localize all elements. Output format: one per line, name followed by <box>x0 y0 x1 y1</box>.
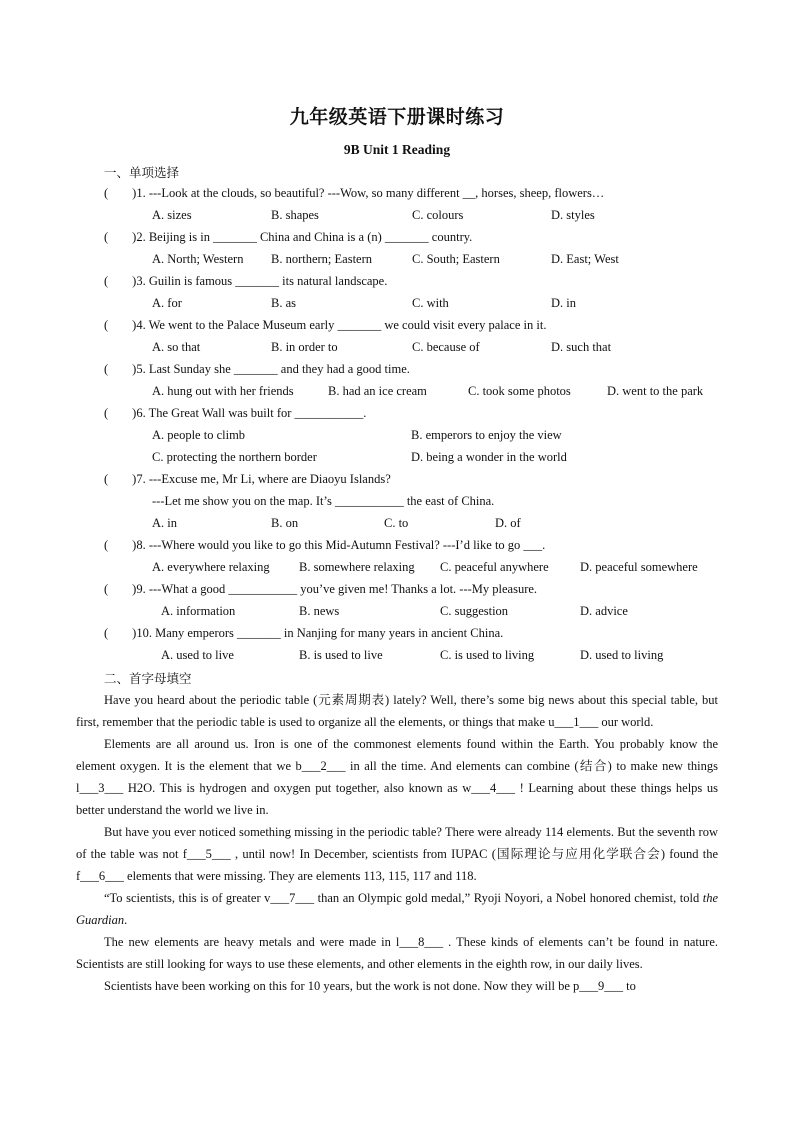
q9-option-c: C. suggestion <box>440 604 509 618</box>
q4-option-d: D. such that <box>551 340 612 354</box>
paragraph-5: The new elements are heavy metals and were made in l___8___ . These kinds of elements can’t be found in nature. Scientists are still looking for ways to use these elements, and other elements in the eighth row, in our daily lives. <box>76 935 718 971</box>
q8-option-d: D. peaceful somewhere <box>580 560 698 574</box>
paragraph-1: Have you heard about the periodic table (元素周期表) lately? Well, there’s some big news about this special table, but first, remember that the periodic table is used to organize all the elements, or things that make u___1___ our world. <box>76 693 718 729</box>
question-7: ( )7. ---Excuse me, Mr Li, where are Diaoyu Islands? <box>104 472 391 486</box>
paragraph-3: But have you ever noticed something missing in the periodic table? There were already 114 elements. But the seventh row of the table was not f___5___ , until now! In December, scientists from IUPAC (国际理论与应用化学联合会) found the f___6___ elements that were missing. They are elements 113, 115, 117 and 118. <box>76 825 718 883</box>
q9-option-d: D. advice <box>580 604 628 618</box>
question-6: ( )6. The Great Wall was built for ___________. <box>104 406 367 420</box>
question-2: ( )2. Beijing is in _______ China and China is a (n) _______ country. <box>104 230 473 244</box>
q7-option-b: B. on <box>271 516 299 530</box>
q2-option-a: A. North; Western <box>152 252 244 266</box>
guardian-title: the Guardian <box>76 891 718 927</box>
question-1: ( )1. ---Look at the clouds, so beautiful? ---Wow, so many different __, horses, sheep, flowers… <box>104 186 605 200</box>
q5-option-d: D. went to the park <box>607 384 704 398</box>
q8-option-b: B. somewhere relaxing <box>299 560 415 574</box>
question-3: ( )3. Guilin is famous _______ its natural landscape. <box>104 274 388 288</box>
q7-option-d: D. of <box>495 516 521 530</box>
section-heading-multiple-choice: 一、单项选择 <box>104 165 180 180</box>
q5-option-b: B. had an ice cream <box>328 384 427 398</box>
q7-option-c: C. to <box>384 516 409 530</box>
question-7-reply: ---Let me show you on the map. It’s ___________ the east of China. <box>152 494 495 508</box>
q2-option-b: B. northern; Eastern <box>271 252 373 266</box>
paragraph-6: Scientists have been working on this for 10 years, but the work is not done. Now they will be p___9___ to <box>104 979 636 993</box>
q5-option-a: A. hung out with her friends <box>152 384 294 398</box>
q1-option-d: D. styles <box>551 208 595 222</box>
q3-option-a: A. for <box>152 296 182 310</box>
q10-option-d: D. used to living <box>580 648 664 662</box>
q1-option-b: B. shapes <box>271 208 319 222</box>
question-8: ( )8. ---Where would you like to go this Mid-Autumn Festival? ---I’d like to go ___. <box>104 538 546 552</box>
paragraph-2: Elements are all around us. Iron is one of the commonest elements found within the Earth. You probably know the element oxygen. It is the element that we b___2___ in all the time. And elements can combine (结合) to make new things l___3___ H2O. This is hydrogen and oxygen put together, also known as w___4___ ! Learning about these things helps us better understand the world we live in. <box>76 737 718 817</box>
q4-option-c: C. because of <box>412 340 480 354</box>
q1-option-c: C. colours <box>412 208 464 222</box>
q6-option-a: A. people to climb <box>152 428 246 442</box>
q6-option-c: C. protecting the northern border <box>152 450 317 464</box>
page-subtitle: 9B Unit 1 Reading <box>343 142 451 157</box>
section-heading-cloze: 二、首字母填空 <box>104 671 192 686</box>
q3-option-b: B. as <box>271 296 296 310</box>
question-10: ( )10. Many emperors _______ in Nanjing for many years in ancient China. <box>104 626 504 640</box>
q4-option-a: A. so that <box>152 340 201 354</box>
q10-option-a: A. used to live <box>161 648 234 662</box>
q3-option-d: D. in <box>551 296 576 310</box>
question-9: ( )9. ---What a good ___________ you’ve given me! Thanks a lot. ---My pleasure. <box>104 582 538 596</box>
q6-option-b: B. emperors to enjoy the view <box>411 428 562 442</box>
q3-option-c: C. with <box>412 296 449 310</box>
q1-option-a: A. sizes <box>152 208 192 222</box>
q5-option-c: C. took some photos <box>468 384 571 398</box>
cloze-passage <box>76 689 718 997</box>
q8-option-c: C. peaceful anywhere <box>440 560 549 574</box>
q2-option-c: C. South; Eastern <box>412 252 500 266</box>
question-5: ( )5. Last Sunday she _______ and they had a good time. <box>104 362 410 376</box>
paragraph-4: “To scientists, this is of greater v___7___ than an Olympic gold medal,” Ryoji Noyori, a Nobel honored chemist, told the Guardian. <box>76 891 718 927</box>
q10-option-c: C. is used to living <box>440 648 535 662</box>
question-4: ( )4. We went to the Palace Museum early _______ we could visit every palace in it. <box>104 318 547 332</box>
q4-option-b: B. in order to <box>271 340 338 354</box>
q6-option-d: D. being a wonder in the world <box>411 450 567 464</box>
q2-option-d: D. East; West <box>551 252 619 266</box>
q10-option-b: B. is used to live <box>299 648 383 662</box>
q9-option-b: B. news <box>299 604 340 618</box>
q8-option-a: A. everywhere relaxing <box>152 560 270 574</box>
q9-option-a: A. information <box>161 604 236 618</box>
q7-option-a: A. in <box>152 516 177 530</box>
page-title: 九年级英语下册课时练习 <box>289 106 505 128</box>
